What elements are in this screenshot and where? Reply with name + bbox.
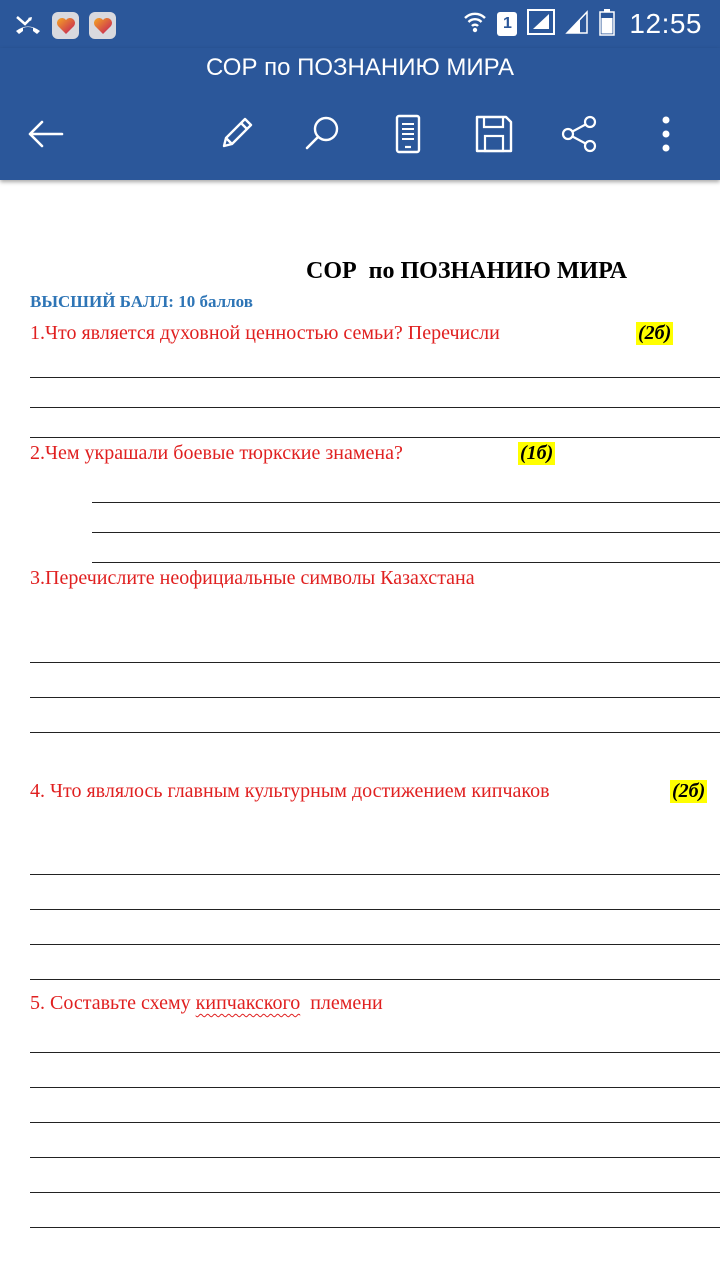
question-4: 4. Что являлось главным культурным достижением кипчаков [30, 780, 550, 802]
document-title: СОР по ПОЗНАНИЮ МИРА [205, 54, 515, 81]
answer-line [30, 909, 720, 910]
pencil-icon [216, 114, 256, 154]
save-button[interactable] [470, 110, 518, 158]
save-icon [474, 114, 514, 154]
question-5-text-start: 5. Составьте схему [30, 992, 196, 1014]
answer-line [30, 697, 720, 698]
signal-icon [527, 9, 555, 40]
question-5-text-end: племени [300, 992, 383, 1014]
question-2-points: (1б) [520, 442, 554, 464]
question-5 [30, 992, 383, 1015]
answer-line [30, 732, 720, 733]
back-button[interactable] [22, 110, 70, 158]
answer-line [30, 377, 720, 378]
answer-line [92, 562, 720, 563]
status-clock: 12:55 [629, 8, 702, 39]
status-bar [0, 0, 720, 48]
answer-line [30, 1192, 720, 1193]
share-button[interactable] [555, 110, 603, 158]
answer-line [92, 502, 720, 503]
wifi-icon [463, 9, 487, 40]
answer-line [30, 979, 720, 980]
answer-line [30, 1087, 720, 1088]
question-4-points: (2б) [672, 780, 706, 802]
question-1: 1.Что является духовной ценностью семьи? Перечисли [30, 322, 500, 344]
more-options-button[interactable] [642, 110, 690, 158]
back-arrow-icon [26, 119, 66, 149]
sim-slot-badge: 1 [497, 12, 517, 36]
heart-app-icon [52, 12, 79, 39]
document-heading: СОР по ПОЗНАНИЮ МИРА [306, 258, 628, 284]
answer-line [30, 874, 720, 875]
answer-line [30, 1122, 720, 1123]
answer-line [30, 662, 720, 663]
question-2: 2.Чем украшали боевые тюркские знамена? [30, 442, 403, 464]
answer-line [30, 1157, 720, 1158]
answer-line [30, 407, 720, 408]
search-icon [302, 114, 342, 154]
answer-line [30, 944, 720, 945]
mobile-view-button[interactable] [384, 110, 432, 158]
answer-line [92, 532, 720, 533]
missed-call-icon [14, 9, 42, 42]
answer-line [30, 437, 720, 438]
app-bar [0, 48, 720, 180]
question-3: 3.Перечислите неофициальные символы Казахстана [30, 567, 475, 589]
answer-line [30, 1227, 720, 1228]
share-icon [559, 114, 599, 154]
more-vertical-icon [660, 114, 672, 154]
edit-button[interactable] [212, 110, 260, 158]
document-page[interactable] [0, 180, 720, 1280]
search-button[interactable] [298, 110, 346, 158]
battery-icon [599, 8, 615, 41]
spellcheck-flagged-word[interactable]: кипчакского [195, 992, 301, 1014]
heart-app-icon [89, 12, 116, 39]
answer-line [30, 1052, 720, 1053]
mobile-view-icon [393, 114, 423, 154]
signal-icon [565, 9, 589, 40]
max-score-label: ВЫСШИЙ БАЛЛ: 10 баллов [30, 292, 253, 311]
question-1-points: (2б) [638, 322, 672, 344]
